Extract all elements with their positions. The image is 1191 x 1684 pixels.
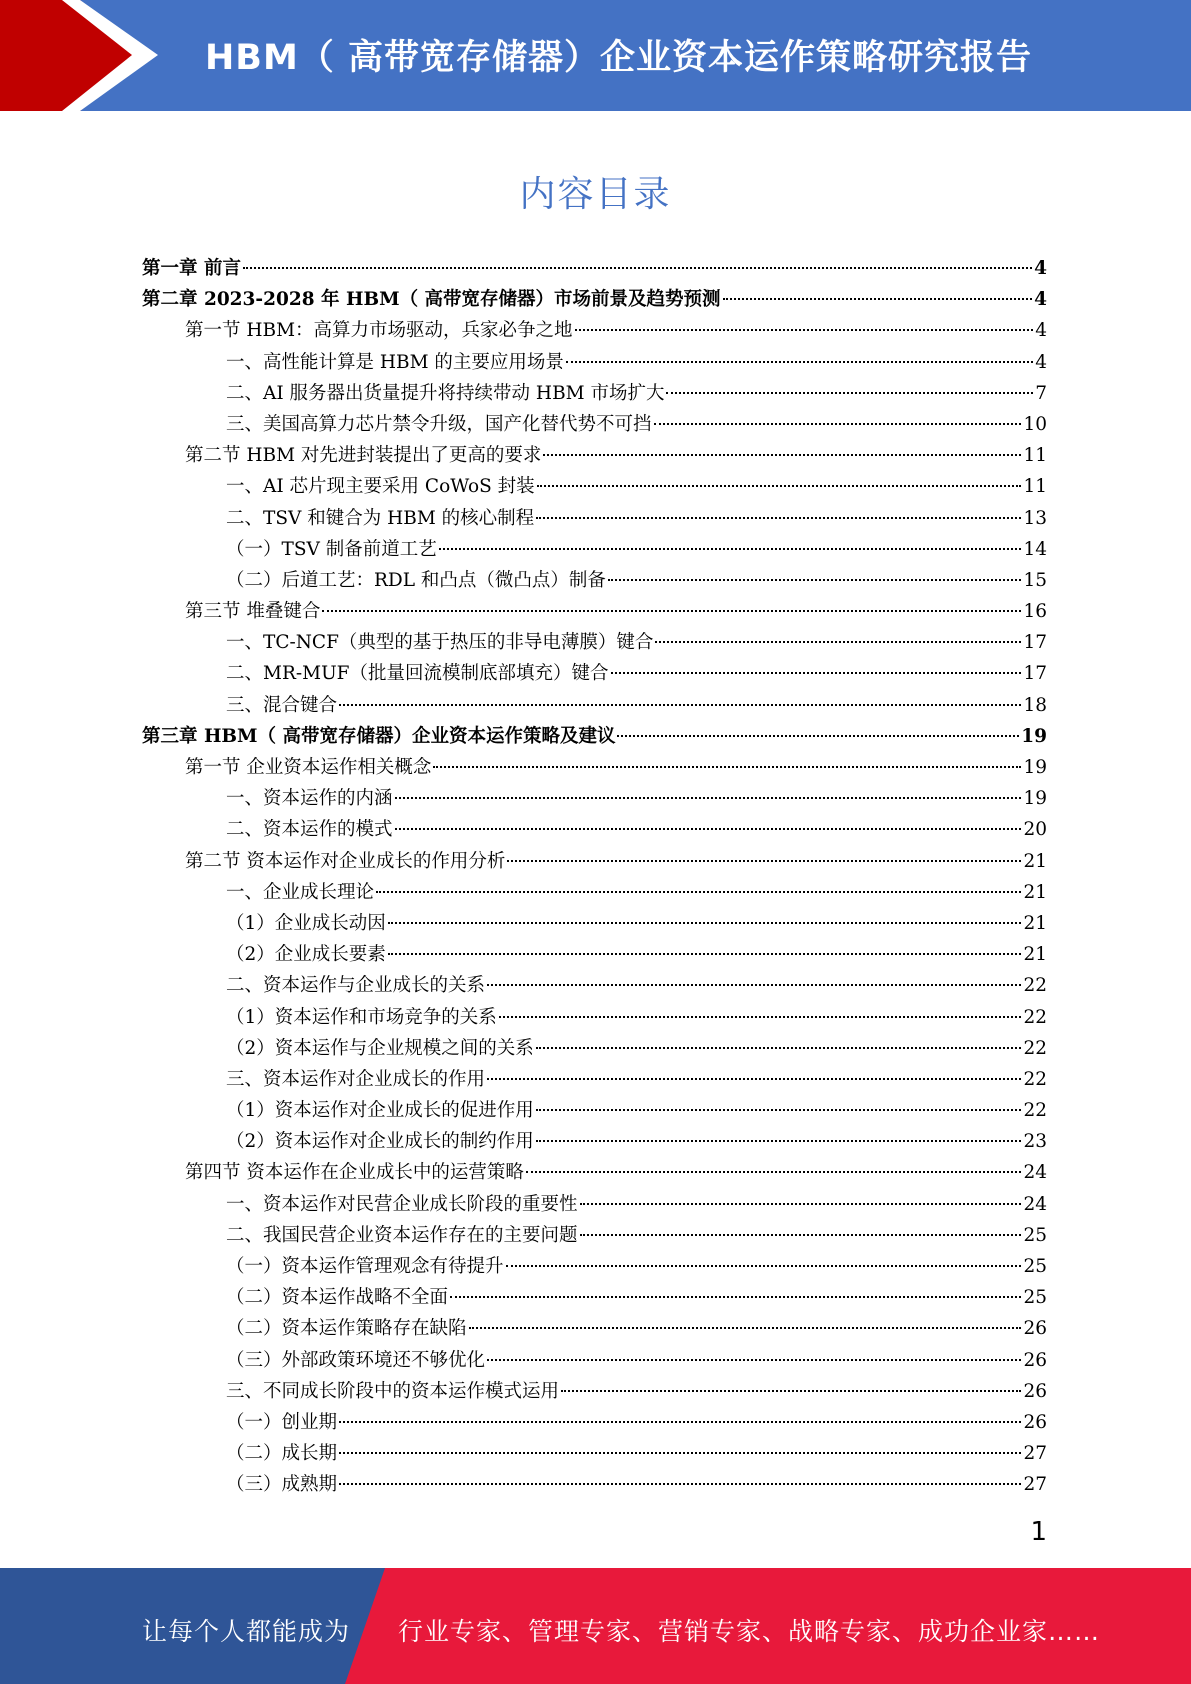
footer-band: [0, 1568, 1191, 1684]
toc-entry[interactable]: [142, 1126, 1047, 1157]
toc-entry[interactable]: [142, 347, 1047, 378]
toc-entry[interactable]: [142, 596, 1047, 627]
toc-entry-page: 23: [1023, 1131, 1047, 1153]
toc-entry-page: 17: [1023, 632, 1047, 654]
toc-dot-leader: [611, 672, 1022, 674]
toc-entry-page: 19: [1023, 757, 1047, 778]
toc-dot-leader: [507, 860, 1021, 862]
toc-entry[interactable]: [142, 1064, 1047, 1095]
toc-dot-leader: [339, 704, 1021, 706]
toc-entry-label: （2）资本运作对企业成长的制约作用: [226, 1131, 534, 1153]
toc-entry-page: 26: [1023, 1318, 1047, 1340]
toc-entry-label: （一）创业期: [226, 1411, 338, 1433]
toc-dot-leader: [543, 454, 1021, 456]
toc-entry[interactable]: [142, 814, 1047, 845]
toc-entry-page: 18: [1023, 694, 1047, 716]
toc-entry[interactable]: [142, 315, 1047, 346]
toc-entry-label: （2）资本运作与企业规模之间的关系: [226, 1037, 534, 1059]
toc-dot-leader: [395, 797, 1022, 799]
toc-entry-page: 22: [1023, 1100, 1047, 1122]
toc-entry-page: 27: [1023, 1474, 1047, 1496]
toc-entry-page: 24: [1023, 1193, 1047, 1215]
toc-dot-leader: [506, 1265, 1022, 1267]
toc-entry[interactable]: [142, 658, 1047, 689]
toc-entry[interactable]: [142, 1313, 1047, 1344]
toc-entry-page: 22: [1023, 1068, 1047, 1090]
toc-entry[interactable]: [142, 409, 1047, 440]
toc-entry[interactable]: [142, 534, 1047, 565]
toc-entry-label: 三、美国高算力芯片禁令升级，国产化替代势不可挡: [226, 413, 652, 435]
toc-dot-leader: [322, 610, 1021, 612]
toc-entry-page: 19: [1023, 788, 1047, 810]
toc-entry-label: 第一节 HBM：高算力市场驱动，兵家必争之地: [185, 320, 573, 342]
toc-entry[interactable]: [142, 1095, 1047, 1126]
toc-entry-label: 三、资本运作对企业成长的作用: [226, 1068, 486, 1090]
toc-entry-label: 第二节 资本运作对企业成长的作用分析: [185, 850, 506, 872]
toc-dot-leader: [666, 392, 1033, 394]
toc-entry-page: 4: [1035, 351, 1047, 373]
toc-entry[interactable]: [142, 1220, 1047, 1251]
toc-entry-page: 22: [1023, 1037, 1047, 1059]
toc-dot-leader: [395, 828, 1022, 830]
toc-entry[interactable]: [142, 1033, 1047, 1064]
toc-entry-label: 一、企业成长理论: [226, 881, 375, 903]
toc-entry[interactable]: [142, 752, 1047, 783]
toc-entry-label: （二）资本运作策略存在缺陷: [226, 1318, 467, 1340]
toc-entry[interactable]: [142, 1251, 1047, 1282]
toc-entry[interactable]: [142, 440, 1047, 471]
toc-entry[interactable]: [142, 627, 1047, 658]
toc-entry-label: （1）资本运作和市场竞争的关系: [226, 1006, 497, 1028]
toc-entry-label: 三、混合键合: [226, 694, 338, 716]
toc-dot-leader: [575, 329, 1034, 331]
toc-entry[interactable]: [142, 783, 1047, 814]
toc-entry-page: 27: [1023, 1443, 1047, 1465]
toc-entry-page: 11: [1023, 445, 1047, 467]
toc-entry-label: （1）企业成长动因: [226, 912, 386, 934]
toc-dot-leader: [339, 1483, 1021, 1485]
footer-slogan-left: 让每个人都能成为: [142, 1617, 351, 1646]
toc-dot-leader: [243, 267, 1032, 269]
toc-entry-label: 二、资本运作的模式: [226, 819, 393, 841]
toc-entry-page: 11: [1023, 476, 1047, 498]
toc-entry-page: 21: [1023, 944, 1047, 966]
toc-entry-label: （二）成长期: [226, 1443, 338, 1465]
toc-entry-page: 25: [1023, 1256, 1047, 1277]
toc-entry-label: 一、TC-NCF（典型的基于热压的非导电薄膜）键合: [226, 632, 654, 654]
toc-entry-page: 21: [1023, 850, 1047, 872]
toc-entry-page: 13: [1023, 507, 1047, 529]
toc-entry[interactable]: [142, 877, 1047, 908]
toc-dot-leader: [654, 423, 1022, 425]
toc-entry-label: 二、我国民营企业资本运作存在的主要问题: [226, 1224, 578, 1246]
toc-entry[interactable]: [142, 690, 1047, 721]
toc-entry-page: 25: [1023, 1287, 1047, 1309]
toc-entry-page: 14: [1023, 538, 1047, 560]
toc-heading: 内容目录: [519, 174, 672, 215]
toc-entry-label: 第四节 资本运作在企业成长中的运营策略: [185, 1162, 524, 1184]
toc-entry-label: 二、MR-MUF（批量回流模制底部填充）键合: [226, 663, 609, 685]
toc-entry-page: 26: [1023, 1349, 1047, 1371]
toc-entry-page: 26: [1023, 1380, 1047, 1402]
toc-entry-label: 二、AI 服务器出货量提升将持续带动 HBM 市场扩大: [226, 382, 665, 404]
toc-dot-leader: [536, 1140, 1022, 1142]
toc-entry-page: 19: [1021, 725, 1047, 747]
toc-dot-leader: [580, 1234, 1022, 1236]
toc-entry-page: 10: [1023, 413, 1047, 435]
toc-entry-label: 二、资本运作与企业成长的关系: [226, 975, 486, 997]
toc-dot-leader: [487, 1078, 1021, 1080]
toc-entry-label: 一、AI 芯片现主要采用 CoWoS 封装: [226, 476, 535, 498]
toc-entry-label: 二、TSV 和键合为 HBM 的核心制程: [226, 507, 535, 529]
toc-entry-label: 第三节 堆叠键合: [185, 601, 321, 623]
toc-entry-label: 第二节 HBM 对先进封装提出了更高的要求: [185, 445, 542, 467]
toc-entry[interactable]: [142, 721, 1047, 752]
toc-dot-leader: [537, 485, 1022, 487]
header-arrow-decoration: [0, 0, 150, 111]
toc-entry-label: （1）资本运作对企业成长的促进作用: [226, 1100, 534, 1122]
toc-entry[interactable]: [142, 846, 1047, 877]
toc-entry-page: 4: [1035, 320, 1047, 342]
toc-entry[interactable]: [142, 1002, 1047, 1033]
toc-entry[interactable]: [142, 1438, 1047, 1469]
toc-entry[interactable]: [142, 503, 1047, 534]
toc-entry-label: 第一节 企业资本运作相关概念: [185, 757, 432, 778]
toc-entry[interactable]: [142, 908, 1047, 939]
toc-dot-leader: [536, 1109, 1022, 1111]
toc-dot-leader: [450, 1296, 1021, 1298]
toc-entry-page: 22: [1023, 975, 1047, 997]
toc-entry-label: （三）成熟期: [226, 1474, 338, 1496]
toc-entry-label: 三、不同成长阶段中的资本运作模式运用: [226, 1380, 560, 1402]
toc-entry-label: 第三章 HBM（ 高带宽存储器）企业资本运作策略及建议: [142, 725, 616, 747]
toc-dot-leader: [499, 1016, 1022, 1018]
toc-entry-page: 25: [1023, 1224, 1047, 1246]
toc-entry-page: 16: [1023, 601, 1047, 623]
toc-entry-page: 17: [1023, 663, 1047, 685]
toc-dot-leader: [469, 1327, 1022, 1329]
toc-dot-leader: [536, 517, 1021, 519]
toc-entry-page: 21: [1023, 881, 1047, 903]
toc-entry[interactable]: [142, 1345, 1047, 1376]
toc-dot-leader: [388, 922, 1022, 924]
toc-entry[interactable]: [142, 939, 1047, 970]
toc-dot-leader: [536, 1047, 1022, 1049]
toc-entry[interactable]: [142, 970, 1047, 1001]
toc-entry-page: 22: [1023, 1006, 1047, 1028]
toc-entry[interactable]: [142, 471, 1047, 502]
toc-entry-page: 7: [1035, 382, 1047, 404]
toc-entry[interactable]: [142, 253, 1047, 284]
header-band: [0, 0, 1191, 111]
toc-dot-leader: [339, 1452, 1021, 1454]
toc-dot-leader: [339, 1421, 1021, 1423]
toc-entry-label: （2）企业成长要素: [226, 944, 386, 966]
toc-dot-leader: [617, 735, 1019, 737]
toc-entry-page: 4: [1034, 258, 1047, 279]
toc-entry[interactable]: [142, 1189, 1047, 1220]
toc-entry[interactable]: [142, 1282, 1047, 1313]
toc-entry-label: 一、高性能计算是 HBM 的主要应用场景: [226, 351, 564, 373]
toc-entry-page: 21: [1023, 912, 1047, 934]
toc-dot-leader: [566, 361, 1033, 363]
toc-dot-leader: [561, 1390, 1021, 1392]
toc-dot-leader: [487, 984, 1021, 986]
toc-entry-label: （二）资本运作战略不全面: [226, 1287, 449, 1309]
toc-dot-leader: [487, 1359, 1021, 1361]
toc-dot-leader: [608, 579, 1022, 581]
toc-dot-leader: [526, 1171, 1022, 1173]
toc-entry[interactable]: [142, 1469, 1047, 1500]
toc-entry[interactable]: [142, 1157, 1047, 1188]
toc-entry-label: （一）TSV 制备前道工艺: [226, 538, 437, 560]
toc-entry-label: （一）资本运作管理观念有待提升: [226, 1256, 504, 1277]
toc-entry-page: 20: [1023, 819, 1047, 841]
toc-entry-label: （二）后道工艺：RDL 和凸点（微凸点）制备: [226, 569, 606, 591]
toc-dot-leader: [376, 891, 1021, 893]
toc-entry[interactable]: [142, 378, 1047, 409]
table-of-contents: [142, 253, 1047, 1501]
toc-entry-label: 第一章 前言: [142, 258, 241, 279]
toc-dot-leader: [439, 548, 1022, 550]
toc-entry-label: （三）外部政策环境还不够优化: [226, 1349, 486, 1371]
toc-dot-leader: [433, 766, 1021, 768]
toc-dot-leader: [580, 1203, 1022, 1205]
toc-entry-label: 一、资本运作对民营企业成长阶段的重要性: [226, 1193, 578, 1215]
toc-dot-leader: [388, 953, 1022, 955]
toc-entry-page: 26: [1023, 1411, 1047, 1433]
toc-entry[interactable]: [142, 565, 1047, 596]
toc-dot-leader: [655, 641, 1021, 643]
toc-entry[interactable]: [142, 1376, 1047, 1407]
toc-entry-label: 第二章 2023-2028 年 HBM（ 高带宽存储器）市场前景及趋势预测: [142, 289, 721, 311]
toc-dot-leader: [723, 298, 1033, 300]
footer-slogan-right: 行业专家、管理专家、营销专家、战略专家、成功企业家……: [398, 1617, 1101, 1646]
page-number: 1: [1030, 1517, 1047, 1547]
toc-entry-page: 24: [1023, 1162, 1047, 1184]
toc-entry[interactable]: [142, 284, 1047, 315]
toc-entry[interactable]: [142, 1407, 1047, 1438]
toc-entry-label: 一、资本运作的内涵: [226, 788, 393, 810]
toc-entry-page: 15: [1023, 569, 1047, 591]
toc-entry-page: 4: [1034, 289, 1047, 311]
document-title: HBM（ 高带宽存储器）企业资本运作策略研究报告: [205, 38, 1032, 78]
